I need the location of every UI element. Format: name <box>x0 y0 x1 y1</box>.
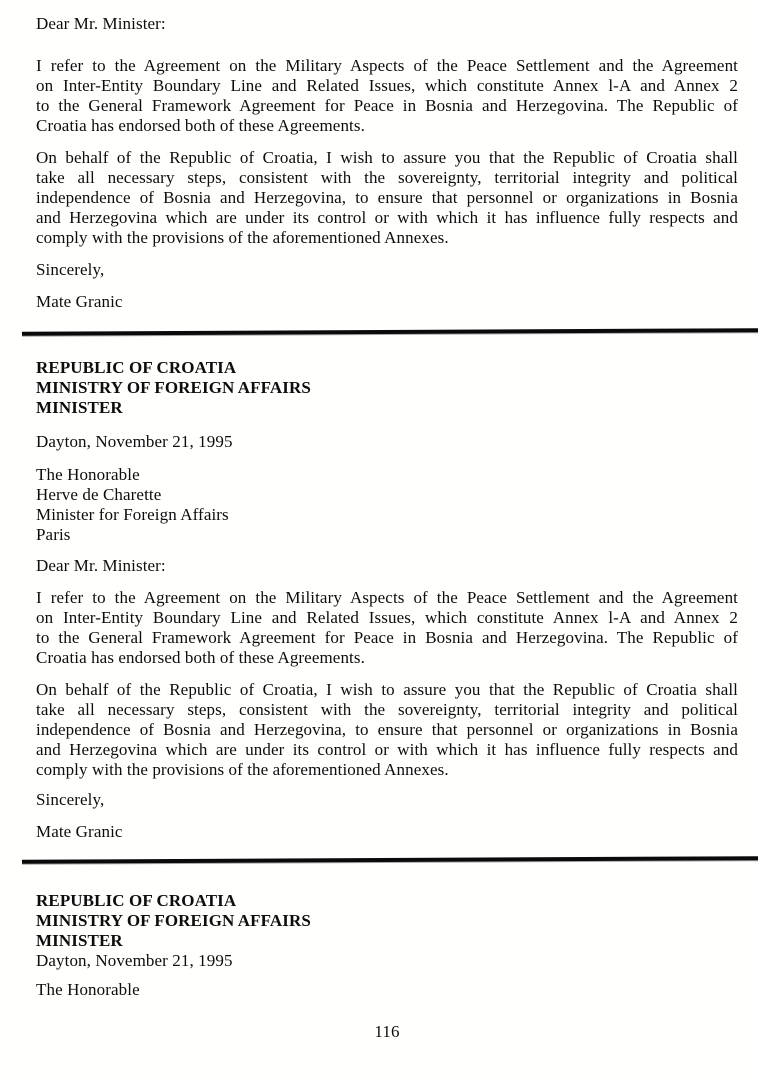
paragraph-line: on Inter-Entity Boundary Line and Related Issues, which constitute Annex l-A and Annex 2 <box>36 608 738 627</box>
dateline: Dayton, November 21, 1995 <box>36 432 233 451</box>
divider-rule <box>22 328 758 336</box>
paragraph-line: independence of Bosnia and Herzegovina, to ensure that personnel or organizations in Bosnia <box>36 188 738 207</box>
letterhead-country: REPUBLIC OF CROATIA <box>36 891 237 910</box>
recipient-honorific: The Honorable <box>36 465 140 484</box>
paragraph-line: Croatia has endorsed both of these Agreements. <box>36 648 365 667</box>
body-paragraph <box>36 56 738 136</box>
page-number: 116 <box>374 1022 400 1041</box>
letterhead-ministry: MINISTRY OF FOREIGN AFFAIRS <box>36 378 311 397</box>
paragraph-line: take all necessary steps, consistent with the sovereignty, territorial integrity and political <box>36 168 738 187</box>
letterhead <box>36 358 738 418</box>
paragraph-line: and Herzegovina which are under its control or with which it has influence fully respects and <box>36 740 738 759</box>
signature-name: Mate Granic <box>36 822 123 841</box>
letterhead-country: REPUBLIC OF CROATIA <box>36 358 237 377</box>
paragraph-line: to the General Framework Agreement for Peace in Bosnia and Herzegovina. The Republic of <box>36 96 738 115</box>
salutation: Dear Mr. Minister: <box>36 14 166 33</box>
recipient-name: Herve de Charette <box>36 485 162 504</box>
paragraph-line: I refer to the Agreement on the Military Aspects of the Peace Settlement and the Agreement <box>36 56 738 75</box>
paragraph-line: On behalf of the Republic of Croatia, I wish to assure you that the Republic of Croatia shall <box>36 148 738 167</box>
salutation: Dear Mr. Minister: <box>36 556 166 575</box>
letter-3 <box>36 891 738 1000</box>
body-paragraph <box>36 680 738 780</box>
paragraph-line: take all necessary steps, consistent with the sovereignty, territorial integrity and political <box>36 700 738 719</box>
closing: Sincerely, <box>36 260 105 279</box>
letterhead-title: MINISTER <box>36 931 123 950</box>
letter-2 <box>36 358 738 842</box>
body-paragraph <box>36 148 738 248</box>
closing: Sincerely, <box>36 790 105 809</box>
recipient-honorific: The Honorable <box>36 980 140 999</box>
signature-name: Mate Granic <box>36 292 123 311</box>
paragraph-line: independence of Bosnia and Herzegovina, to ensure that personnel or organizations in Bosnia <box>36 720 738 739</box>
letterhead <box>36 891 738 971</box>
letterhead-ministry: MINISTRY OF FOREIGN AFFAIRS <box>36 911 311 930</box>
paragraph-line: on Inter-Entity Boundary Line and Related Issues, which constitute Annex l-A and Annex 2 <box>36 76 738 95</box>
dateline: Dayton, November 21, 1995 <box>36 951 233 970</box>
paragraph-line: to the General Framework Agreement for Peace in Bosnia and Herzegovina. The Republic of <box>36 628 738 647</box>
recipient-city: Paris <box>36 525 71 544</box>
paragraph-line: On behalf of the Republic of Croatia, I wish to assure you that the Republic of Croatia shall <box>36 680 738 699</box>
recipient-block <box>36 465 738 545</box>
divider-rule <box>22 856 758 864</box>
body-paragraph <box>36 588 738 668</box>
recipient-title: Minister for Foreign Affairs <box>36 505 229 524</box>
paragraph-line: comply with the provisions of the aforementioned Annexes. <box>36 228 449 247</box>
paragraph-line: Croatia has endorsed both of these Agreements. <box>36 116 365 135</box>
letter-1 <box>36 14 738 312</box>
paragraph-line: comply with the provisions of the aforementioned Annexes. <box>36 760 449 779</box>
paragraph-line: I refer to the Agreement on the Military Aspects of the Peace Settlement and the Agreement <box>36 588 738 607</box>
paragraph-line: and Herzegovina which are under its control or with which it has influence fully respects and <box>36 208 738 227</box>
letterhead-title: MINISTER <box>36 398 123 417</box>
